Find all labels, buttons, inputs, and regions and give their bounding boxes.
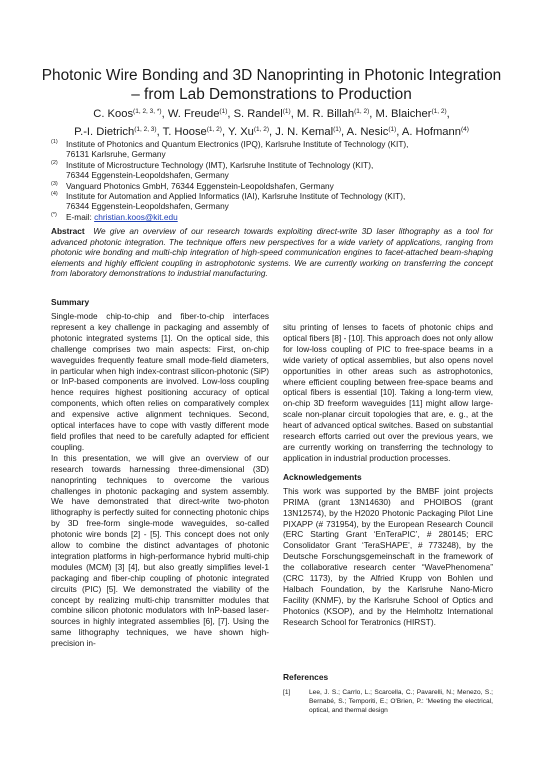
summary-heading: Summary <box>51 297 90 307</box>
author: M. Blaicher$^{(1, 2)}$ <box>375 108 447 120</box>
author: A. Hofmann$^{(4)}$ <box>401 126 469 138</box>
author: W. Freude$^{(1)}$ <box>167 108 228 120</box>
abstract-text: We give an overview of our research towards exploiting direct-write 3D laser lithography as a tool for advanced photonic integration. The technique offers new perspectives for a wide variety of applications, ranging from photonic wire bonding and multi-chip integration of high-speed communication engines to facet-attached beam-shaping elements and highly efficient coupling in astrophotonic systems. We are currently working on transferring the concept from laboratory demonstrations to industrial manufacturing. <box>51 226 493 279</box>
acknowledgements-heading: Acknowledgements <box>283 471 362 482</box>
summary-paragraph: situ printing of lenses to facets of photonic chips and optical fibers [8] - [10]. This approach does not only allow for low-loss coupling of PIC to free-space beams in a wide variety of optical assemblies, but also opens novel opportunities in other areas such as astrophotonics, where efficient coupling between free-space beams and optical fibers is essential [10]. Taking a long-term view, on-chip 3D freeform waveguides [11] might allow large-scale non-planar circuit topologies that are, e. g., at the heart of advanced optical switches. Based on substantial research efforts carried out over the previous years, we are currently working on transferring the technology to application in industrial production processes. <box>283 322 493 463</box>
email-link[interactable]: christian.koos@kit.edu <box>94 211 178 222</box>
author: P.-I. Dietrich$^{(1, 2, 3)}$ <box>74 126 157 138</box>
author: Y. Xu$^{(1, 2)}$ <box>227 126 270 138</box>
right-column <box>283 322 493 628</box>
references-section <box>283 672 493 716</box>
affiliation: (1) Institute of Photonics and Quantum Electronics (IPQ), Karlsruhe Institute of Technology (KIT), 76131 Karlsruhe, Germany <box>51 139 409 160</box>
author: M. R. Billah$^{(1, 2)}$ <box>296 108 370 120</box>
references-heading: References <box>283 672 329 682</box>
author: A. Nesic$^{(1)}$ <box>346 126 397 138</box>
affiliation: (4) Institute for Automation and Applied Informatics (IAI), Karlsruhe Institute of Technology (KIT), 76344 Eggenstein-Leopoldshafen, Germany <box>51 191 406 212</box>
abstract <box>51 226 493 279</box>
summary-paragraph: Single-mode chip-to-chip and fiber-to-chip interfaces represent a key challenge in packaging and assembly of photonic integrated systems [1]. On the optical side, this challenge comprises two main aspects: First, on-chip waveguides frequently feature small mode-field diameters, in particular when high index-contrast silicon-photonic (SiP) or InP-based components are involved. Low-loss coupling hence requires highest positioning accuracy of optical components, which often relies on comparatively complex and expensive active alignment techniques. Second, optical interfaces have to cope with vastly different mode field profiles that need to be carefully adapted for efficient coupling. <box>51 311 269 452</box>
author: J. N. Kemal$^{(1)}$ <box>275 126 342 138</box>
paper-title: Photonic Wire Bonding and 3D Nanoprinting in Photonic Integration – from Lab Demonstrations to Production <box>41 67 502 103</box>
author: T. Hoose$^{(1, 2)}$ <box>162 126 222 138</box>
left-column <box>51 297 269 649</box>
acknowledgements-text: This work was supported by the BMBF joint projects PRIMA (grant 13N14630) and PHOIBOS (grant 13N12574), by the H2020 Photonic Packaging Pilot Line PIXAPP (# 731954), by the European Research Council (ERC Starting Grant ‘EnTeraPIC’, # 280145; ERC Consolidator Grant ‘TeraSHAPE’, # 773248), by the Deutsche Forschungsgemeinschaft in the framework of the collaborative research center “WavePhenomena” (CRC 1173), by the Alfried Krupp von Bohlen und Halbach Foundation, by the Karlsruhe Nano-Micro Facility (KNMF), by the Karlsruhe School of Optics and Photonics (KSOP), and by the Helmholtz International Research School for Teratronics (HIRST). <box>283 485 493 627</box>
reference-item: [1] Lee, J. S.; Carrlo, L.; Scarcella, C.; Pavarelli, N.; Menezo, S.; Bernabé, S.; Temporiti, E.; O'Brien, P.: 'Meeting the electrical, optical, and thermal design <box>283 689 493 715</box>
author-list: C. Koos$^{(1, 2, 3, *)}$, W. Freude$^{(1)}$, S. Randel$^{(1)}$, M. R. Billah$^{(1, 2)}$, M. Blaicher$^{(1, 2)}$, P.-I. Dietrich$^{(1, 2, 3)}$, T. Hoose$^{(1, 2)}$, Y. Xu$^{(1, 2)}$, J. N. Kemal$^{(1)}$, A. Nesic$^{(1)}$, A. Hofmann$^{(4)}$ <box>74 108 469 138</box>
author: S. Randel$^{(1)}$ <box>233 108 291 120</box>
author: C. Koos$^{(1, 2, 3, *)}$ <box>93 108 162 120</box>
contact-email: (*) E-mail: christian.koos@kit.edu <box>51 211 178 222</box>
abstract-label: Abstract <box>51 226 85 236</box>
affiliation: (3) Vanguard Photonics GmbH, 76344 Eggenstein-Leopoldshafen, Germany <box>51 180 334 191</box>
summary-paragraph: In this presentation, we will give an overview of our research towards harnessing three-dimensional (3D) nanoprinting techniques to overcome the various challenges in photonic packaging and system assembly. We have demonstrated that direct-write two-photon lithography is perfectly suited for connecting photonic chips by 3D free-form single-mode waveguides, so-called photonic wire bonds [2] - [5]. This concept does not only allow to combine the distinct advantages of photonic integration platforms in high-performance hybrid multi-chip modules (MCM) [3] [4], but also greatly simplifies level-1 packaging and fiber-chip coupling of photonic integrated circuits (PIC) [5]. We demonstrated the viability of the concept by realizing multi-chip transmitter modules that combine silicon photonic modulators with InP-based laser-sources in highly integrated assemblies [6], [7]. Using the same lithography techniques, we have shown high-precision in- <box>51 452 269 649</box>
affiliation-list <box>51 139 491 222</box>
affiliation: (2) Institute of Microstructure Technology (IMT), Karlsruhe Institute of Technology (KIT), 76344 Eggenstein-Leopoldshafen, Germany <box>51 159 374 181</box>
